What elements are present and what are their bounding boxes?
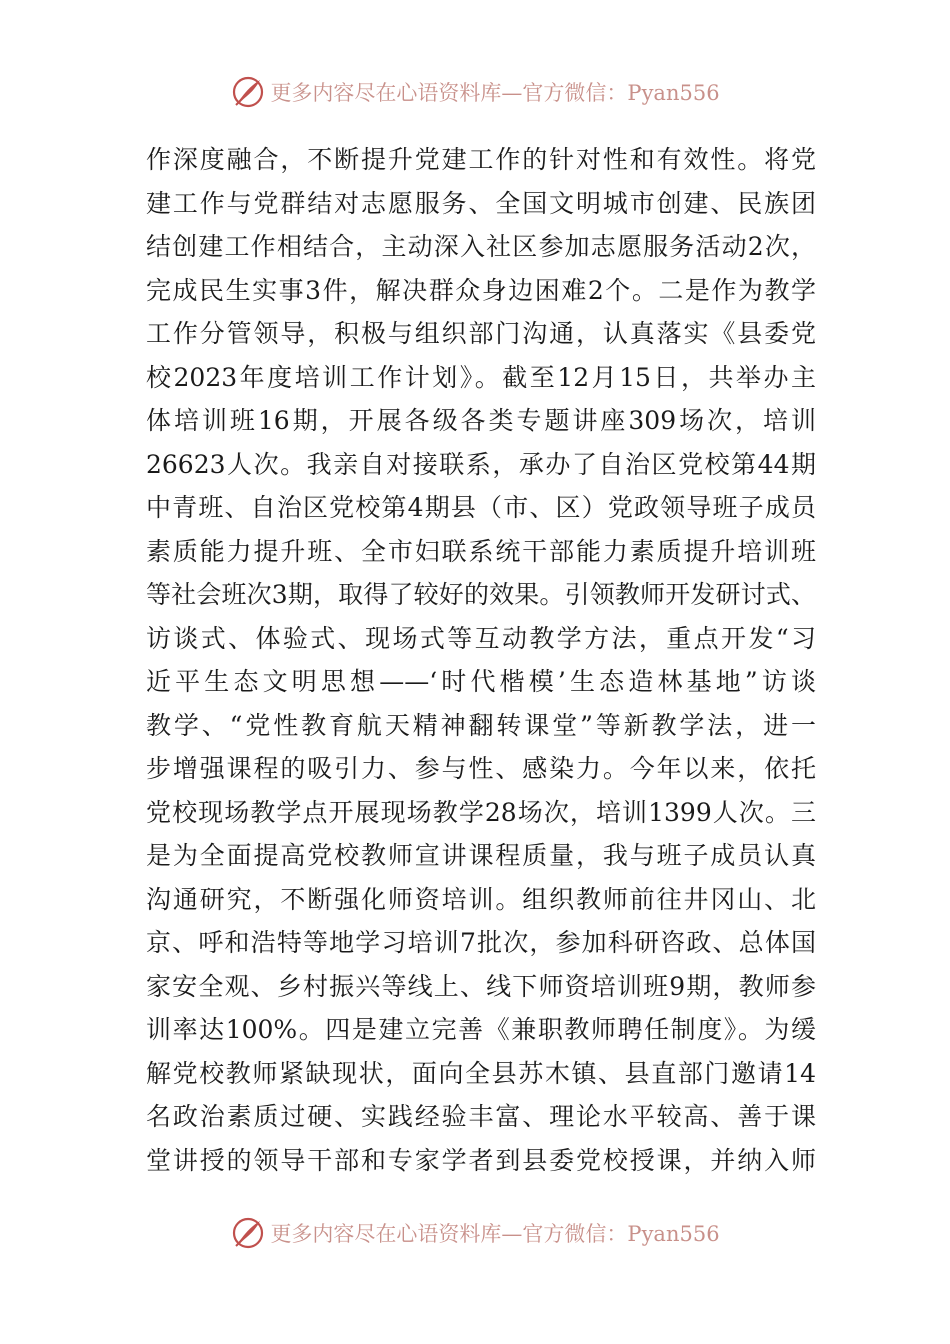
text-line: 近平生态文明思想——‘时代楷模’生态造林基地”访谈 <box>146 667 816 696</box>
quill-logo-icon <box>230 1215 266 1251</box>
quill-logo-icon <box>230 74 266 110</box>
text-line: 党校现场教学点开展现场教学28场次，培训1399人次。三 <box>146 797 816 827</box>
text-line: 作深度融合，不断提升党建工作的针对性和有效性。将党 <box>146 145 816 174</box>
text-line: 是为全面提高党校教师宣讲课程质量，我与班子成员认真 <box>146 841 816 870</box>
text-line: 等社会班次3期，取得了较好的效果。引领教师开发研讨式、 <box>146 580 816 609</box>
text-line: 建工作与党群结对志愿服务、全国文明城市创建、民族团 <box>146 188 816 218</box>
text-line: 名政治素质过硬、实践经验丰富、理论水平较高、善于课 <box>146 1102 816 1131</box>
text-line: 访谈式、体验式、现场式等互动教学方法，重点开发“习 <box>146 623 816 653</box>
text-line: 校2023年度培训工作计划》。截至12月15日，共举办主 <box>146 362 816 392</box>
text-line: 26623人次。我亲自对接联系，承办了自治区党校第44期 <box>146 449 816 479</box>
footer-watermark <box>0 1211 950 1255</box>
text-line: 京、呼和浩特等地学习培训7批次，参加科研咨政、总体国 <box>146 928 816 957</box>
text-line: 工作分管领导，积极与组织部门沟通，认真落实《县委党 <box>146 319 816 348</box>
text-line: 解党校教师紧缺现状，面向全县苏木镇、县直部门邀请14 <box>146 1058 816 1088</box>
text-line: 训率达100%。四是建立完善《兼职教师聘任制度》。为缓 <box>146 1015 816 1044</box>
text-line: 堂讲授的领导干部和专家学者到县委党校授课，并纳入师 <box>146 1145 816 1175</box>
text-line: 教学、“党性教育航天精神翻转课堂”等新教学法，进一 <box>146 710 816 740</box>
header-watermark <box>0 70 950 114</box>
text-line: 完成民生实事3件，解决群众身边困难2个。二是作为教学 <box>146 275 816 305</box>
document-body <box>146 138 816 1182</box>
text-line: 家安全观、乡村振兴等线上、线下师资培训班9期，教师参 <box>146 971 816 1001</box>
text-line: 中青班、自治区党校第4期县（市、区）党政领导班子成员 <box>146 493 816 522</box>
text-line: 结创建工作相结合，主动深入社区参加志愿服务活动2次， <box>146 232 816 261</box>
text-line: 素质能力提升班、全市妇联系统干部能力素质提升培训班 <box>146 536 816 566</box>
text-line: 体培训班16期，开展各级各类专题讲座309场次，培训 <box>146 406 816 435</box>
watermark-text: 更多内容尽在心语资料库—官方微信：Pyan556 <box>270 1222 720 1246</box>
text-line: 沟通研究，不断强化师资培训。组织教师前往井冈山、北 <box>146 884 816 914</box>
text-line: 步增强课程的吸引力、参与性、感染力。今年以来，依托 <box>146 754 816 783</box>
watermark-text: 更多内容尽在心语资料库—官方微信：Pyan556 <box>270 81 720 105</box>
